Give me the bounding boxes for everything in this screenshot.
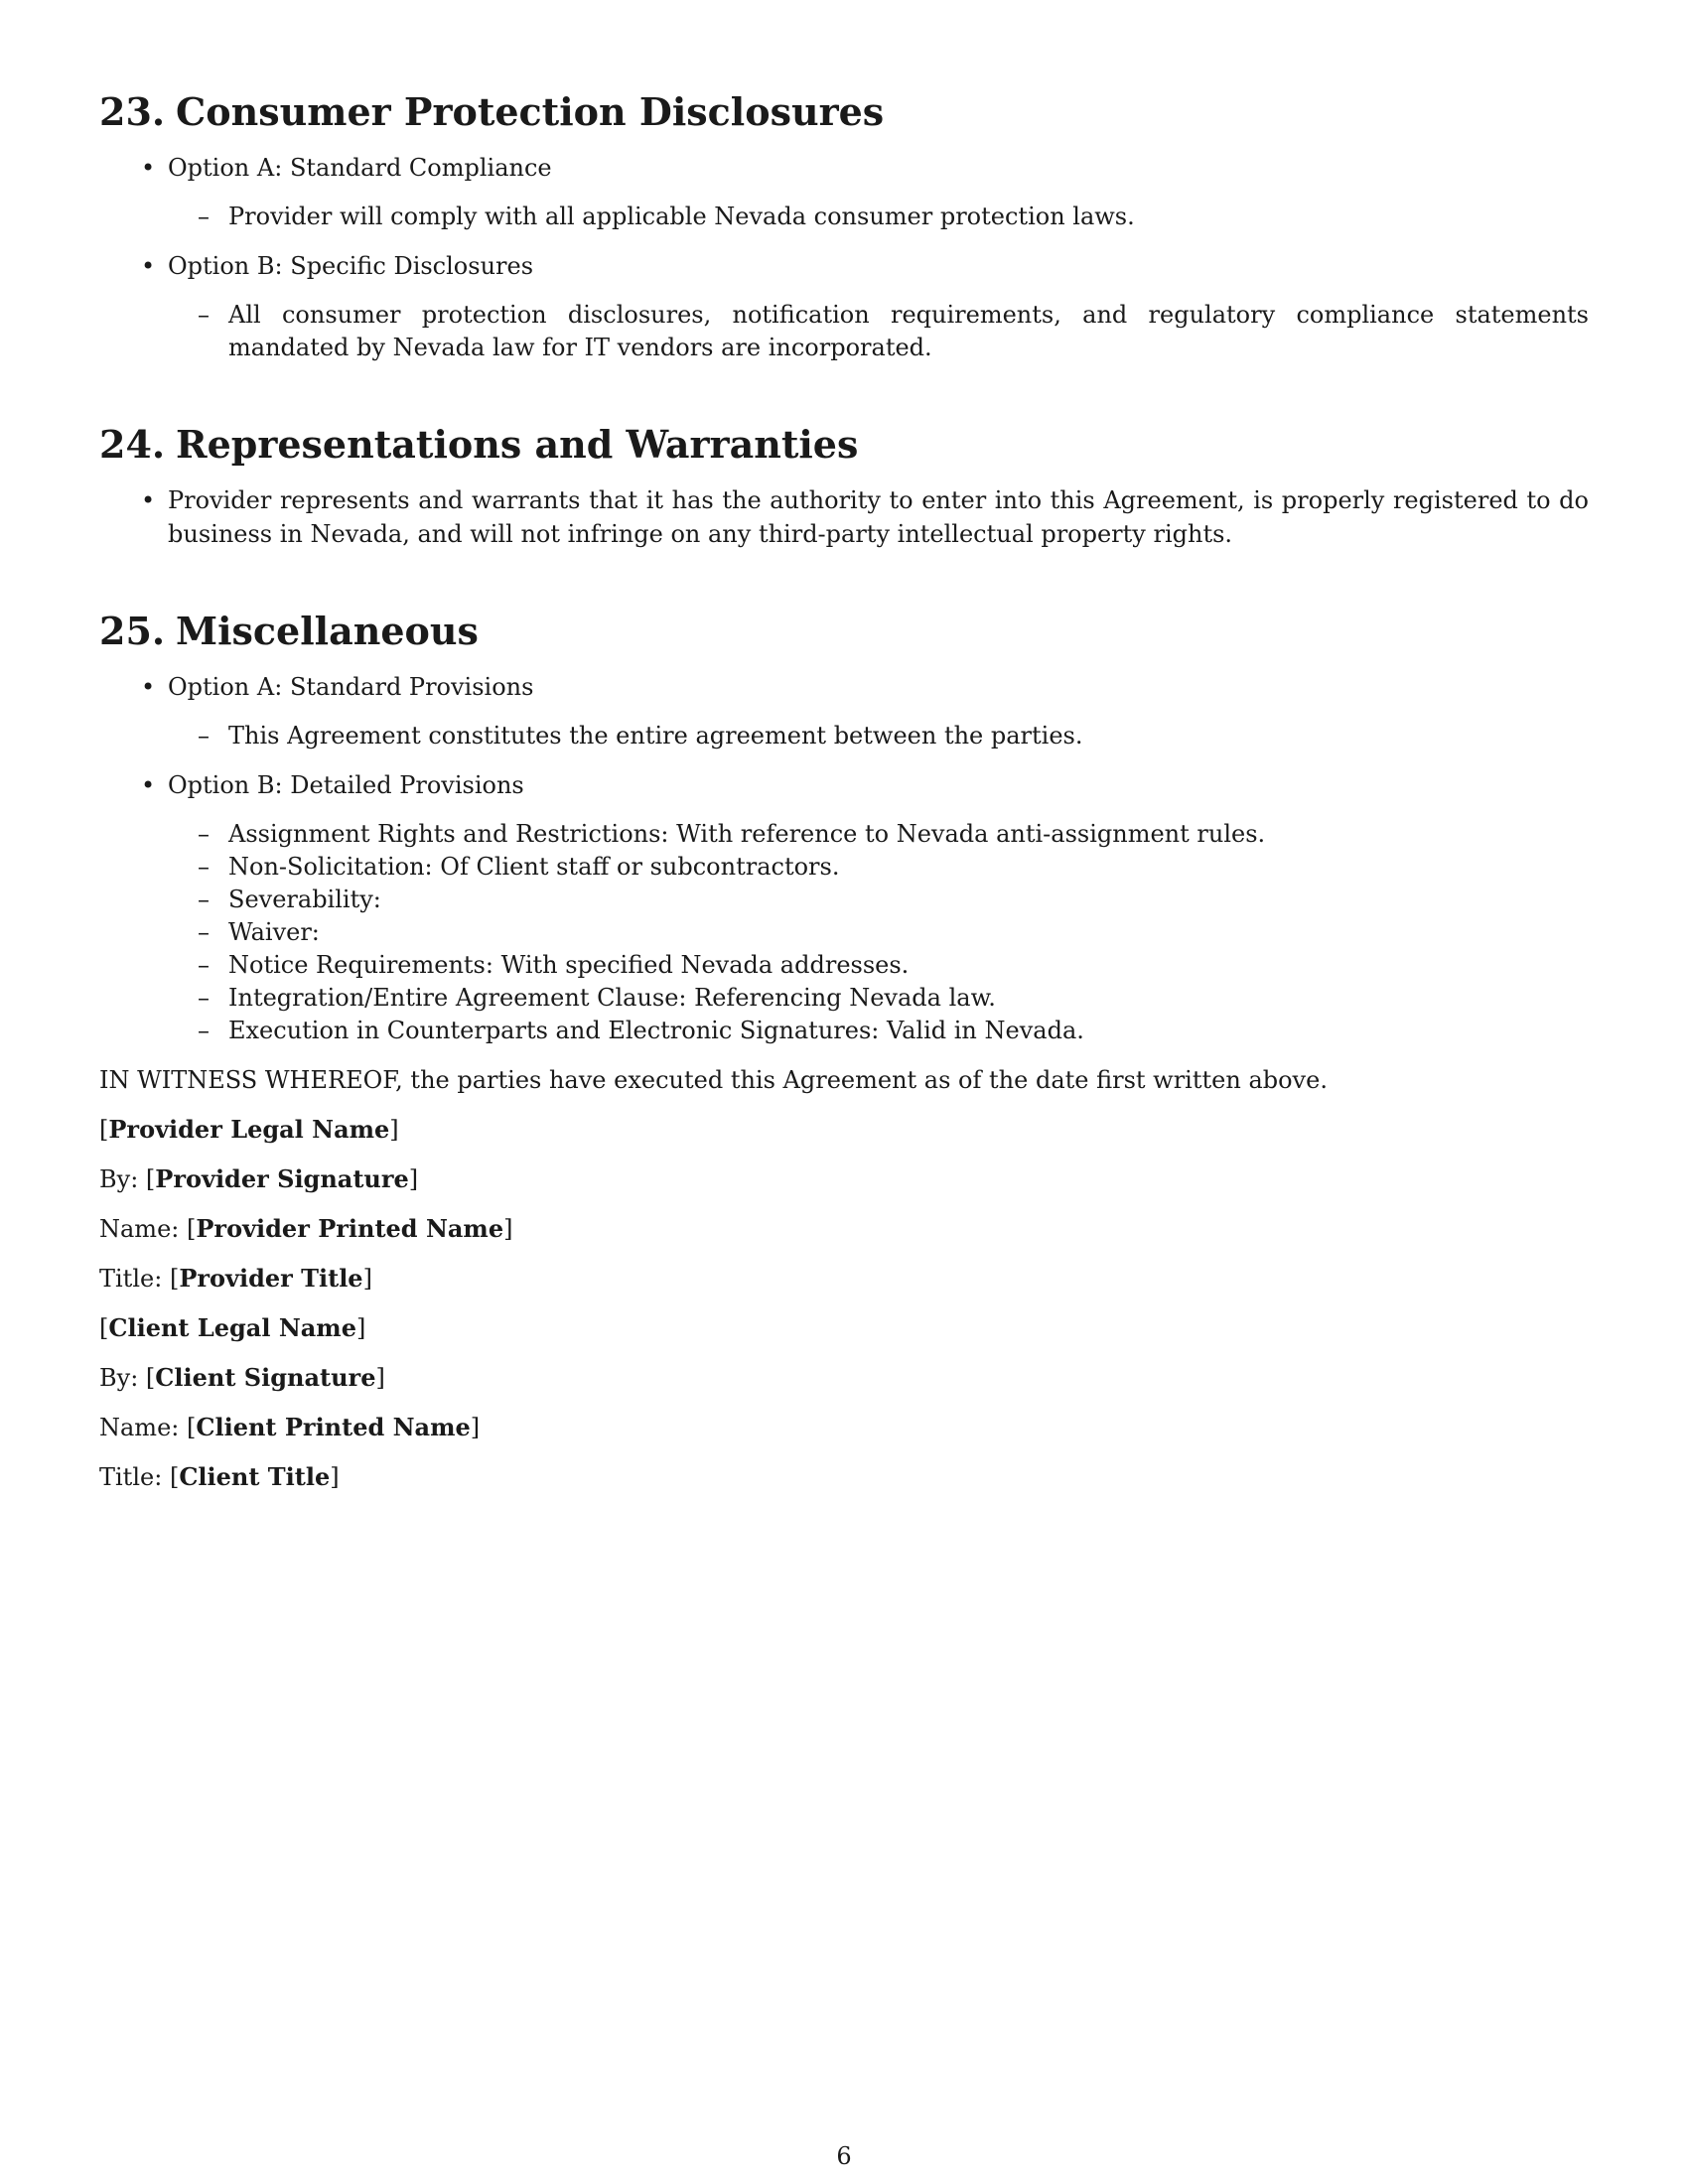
witness-statement: IN WITNESS WHEREOF, the parties have executed this Agreement as of the date first written above.: [99, 1066, 1328, 1094]
section-24-list: [99, 483, 1589, 551]
sub-list-item: – Integration/Entire Agreement Clause: Referencing Nevada law.: [168, 982, 1589, 1015]
provider-legal-name: [Provider Legal Name]: [99, 1115, 399, 1144]
provider-signature-line: By: [Provider Signature]: [99, 1164, 419, 1193]
option-label: Option B: Specific Disclosures: [168, 252, 534, 280]
list-item: [99, 670, 1589, 752]
client-title-line: Title: [Client Title]: [99, 1462, 340, 1491]
sub-list-item: – Waiver:: [168, 916, 1589, 949]
section-title: Representations and Warranties: [176, 422, 859, 467]
section-23-heading: [99, 85, 1589, 139]
sub-list-item: – Severability:: [168, 884, 1589, 916]
sub-list-item: – Assignment Rights and Restrictions: With reference to Nevada anti-assignment rules.: [168, 818, 1589, 851]
section-24-heading: [99, 418, 1589, 472]
section-25-heading: [99, 605, 1589, 658]
section-number: 25.: [99, 609, 166, 653]
client-signature-line: By: [Client Signature]: [99, 1363, 385, 1392]
section-25-list: [99, 670, 1589, 1047]
sub-list-item: – Non-Solicitation: Of Client staff or subcontractors.: [168, 851, 1589, 884]
sub-list-item: – All consumer protection disclosures, notification requirements, and regulatory compliance statements mandated by Nevada law for IT vendors are incorporated.: [168, 299, 1589, 364]
sub-list-item: – This Agreement constitutes the entire agreement between the parties.: [168, 720, 1589, 752]
provider-name-line: Name: [Provider Printed Name]: [99, 1214, 513, 1243]
section-number: 24.: [99, 422, 166, 467]
sub-list-item: – Execution in Counterparts and Electronic Signatures: Valid in Nevada.: [168, 1015, 1589, 1047]
provider-title-line: Title: [Provider Title]: [99, 1264, 372, 1293]
section-23-list: [99, 151, 1589, 364]
sub-list-item: – Provider will comply with all applicable Nevada consumer protection laws.: [168, 201, 1589, 233]
option-label: Option A: Standard Compliance: [168, 154, 552, 182]
option-label: Option B: Detailed Provisions: [168, 771, 524, 799]
option-label: Option A: Standard Provisions: [168, 673, 534, 701]
section-title: Consumer Protection Disclosures: [176, 89, 885, 134]
client-name-line: Name: [Client Printed Name]: [99, 1413, 481, 1441]
section-title: Miscellaneous: [176, 609, 479, 653]
client-legal-name: [Client Legal Name]: [99, 1313, 366, 1342]
section-number: 23.: [99, 89, 166, 134]
sub-list-item: – Notice Requirements: With specified Nevada addresses.: [168, 949, 1589, 982]
list-item: [99, 249, 1589, 364]
list-item: [99, 768, 1589, 1047]
list-item: • Provider represents and warrants that it has the authority to enter into this Agreement, is properly registered to do business in Nevada, and will not infringe on any third-party intellectual property rights.: [99, 483, 1589, 551]
page-number: 6: [836, 2142, 852, 2170]
list-item: [99, 151, 1589, 233]
